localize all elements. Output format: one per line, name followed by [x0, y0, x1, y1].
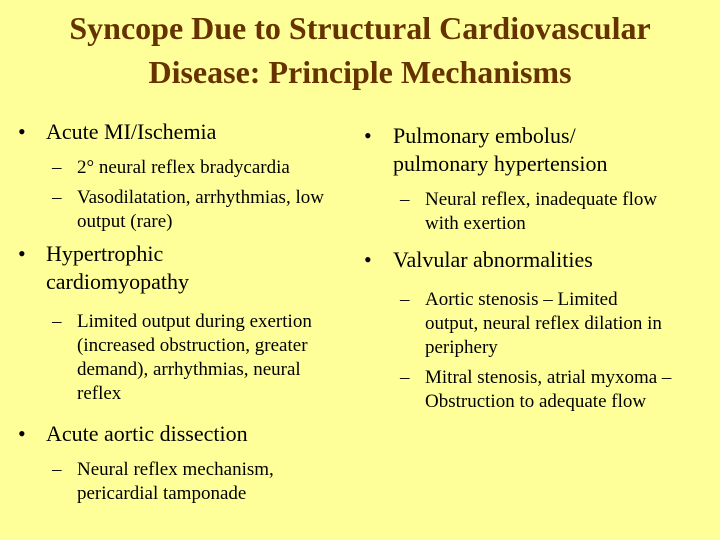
dash-marker: –: [52, 459, 62, 480]
sub-bullet-text: Mitral stenosis, atrial myxoma – Obstruction to adequate flow: [425, 367, 672, 412]
bullet-text: Valvular abnormalities: [393, 247, 593, 272]
bullet-marker: •: [18, 241, 26, 266]
bullet-text: Hypertrophic cardiomyopathy: [46, 241, 189, 294]
bullet-acute-mi: [18, 118, 363, 146]
sub-bullet-neural-reflex-inadequate: [364, 188, 714, 236]
title-line-1: Syncope Due to Structural Cardiovascular: [69, 10, 651, 46]
dash-marker: –: [52, 157, 62, 178]
sub-bullet-text: Vasodilatation, arrhythmias, low output (rare): [77, 187, 324, 232]
right-column: [364, 118, 714, 414]
dash-marker: –: [52, 311, 62, 332]
bullet-marker: •: [364, 247, 372, 272]
title-line-2: Disease: Principle Mechanisms: [148, 54, 572, 90]
sub-bullet-text: Neural reflex mechanism, pericardial tamponade: [77, 459, 274, 504]
left-column: [18, 118, 363, 506]
bullet-acute-aortic-dissection: [18, 420, 363, 448]
sub-bullet-text: Aortic stenosis – Limited output, neural reflex dilation in periphery: [425, 289, 662, 358]
bullet-pulmonary-embolus: [364, 122, 714, 178]
slide-title: [0, 6, 720, 94]
sub-bullet-limited-output: [18, 310, 363, 406]
sub-bullet-aortic-stenosis: [364, 288, 714, 360]
bullet-text: Acute MI/Ischemia: [46, 119, 217, 144]
dash-marker: –: [52, 187, 62, 208]
sub-bullet-neural-reflex-mechanism: [18, 458, 363, 506]
bullet-marker: •: [18, 119, 26, 144]
dash-marker: –: [400, 367, 410, 388]
dash-marker: –: [400, 289, 410, 310]
sub-bullet-text: Neural reflex, inadequate flow with exertion: [425, 189, 658, 234]
sub-bullet-text: 2° neural reflex bradycardia: [77, 157, 290, 178]
bullet-marker: •: [18, 421, 26, 446]
bullet-text: Acute aortic dissection: [46, 421, 248, 446]
sub-bullet-mitral-stenosis: [364, 366, 714, 414]
sub-bullet-neural-reflex-bradycardia: [18, 156, 363, 180]
sub-bullet-text: Limited output during exertion (increased obstruction, greater demand), arrhythmias, neural reflex: [77, 311, 312, 404]
bullet-valvular-abnormalities: [364, 246, 714, 274]
dash-marker: –: [400, 189, 410, 210]
bullet-marker: •: [364, 123, 372, 148]
sub-bullet-vasodilatation: [18, 186, 363, 234]
bullet-hypertrophic-cardiomyopathy: [18, 240, 363, 296]
bullet-text: Pulmonary embolus/ pulmonary hypertension: [393, 123, 608, 176]
